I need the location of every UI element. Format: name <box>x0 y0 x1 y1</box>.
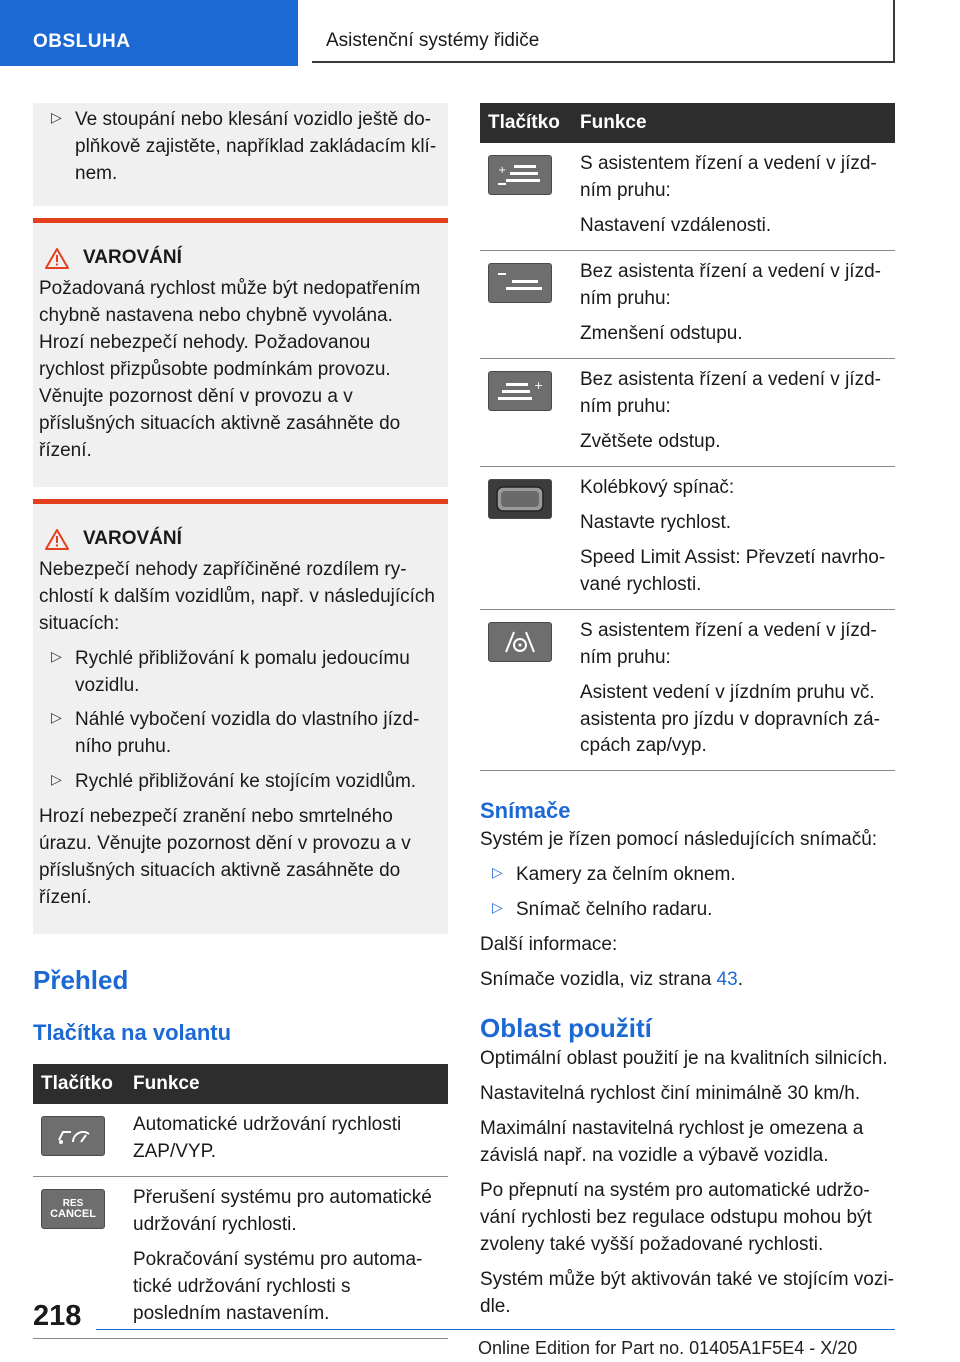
res-cancel-icon: RES CANCEL <box>41 1189 105 1229</box>
table-header-function: Funkce <box>572 103 895 143</box>
section-heading: Přehled <box>33 965 129 996</box>
bullet-triangle-icon: ▷ <box>492 863 503 880</box>
edition-footer: Online Edition for Part no. 01405A1F5E4 - X/20 <box>478 1338 858 1358</box>
page-number: 218 <box>33 1300 82 1332</box>
bullet-triangle-icon: ▷ <box>51 709 62 726</box>
steering-buttons-table-continued <box>480 103 895 771</box>
sensors-section: Systém je řízen pomocí následujících snímačů: ▷ Kamery za čelním oknem. ▷ Snímač čelního radaru. Další informace: Snímače vozidla, viz strana 43. <box>480 827 895 994</box>
table-row: Bez asistenta řízení a vedení v jízdním pruhu: Zmenšení odstupu. <box>480 250 895 358</box>
subsection-heading: Tlačítka na volantu <box>33 1020 232 1046</box>
warning-title: VAROVÁNÍ <box>39 245 440 272</box>
table-row: Automatické udržování rychlosti ZAP/VYP. <box>33 1104 448 1176</box>
warning-title: VAROVÁNÍ <box>39 526 440 553</box>
section-tab: OBSLUHA <box>0 0 298 66</box>
table-row: RES CANCEL Přerušení systému pro automatické udržování rychlosti. Pokračování systému pro automatické udržování rychlosti s posledním nastavením. <box>33 1177 448 1339</box>
distance-decrease-icon <box>488 263 552 303</box>
warning-text: Nebezpečí nehody zapříčiněné rozdílem rychlostí k dalším vozidlům, např. v následujících situacích: <box>39 558 436 634</box>
distance-setting-icon <box>488 155 552 195</box>
warning-triangle-icon <box>45 248 69 269</box>
table-row: Kolébkový spínač: Nastavte rychlost. Speed Limit Assist: Převzetí navrhované rychlosti. <box>480 466 895 609</box>
list-item: ▷ Kamery za čelním oknem. <box>492 863 736 885</box>
warning-box <box>33 218 448 487</box>
list-item: ▷ Ve stoupání nebo klesání vozidlo ještě doplňkově zajistěte, například zakládacím klínem. <box>51 109 437 184</box>
usage-section: Optimální oblast použití je na kvalitních silnicích. Nastavitelná rychlost činí minimálně 30 km/h. Maximální nastavitelná rychlost je omezena a závislá např. na vozidle a výbavě vozidla. Po přepnutí na systém pro automatické udržování rychlosti bez regulace odstupu mohou být zvoleny také vyšší požadované rychlosti. Systém může být aktivován také ve stojícím vozidle. <box>480 1048 894 1318</box>
bullet-triangle-icon: ▷ <box>51 771 62 788</box>
list-item: ▷ Snímač čelního radaru. <box>492 898 713 920</box>
page-reference-link[interactable]: 43 <box>716 968 738 990</box>
section-heading-usage: Oblast použití <box>480 1012 652 1043</box>
warning-text: Požadovaná rychlost může být nedopatřením chybně nastavena nebo chybně vyvolána. Hrozí nebezpečí nehody. Požadovanou rychlost přizpůsobte podmínkám provozu. Věnujte pozornost dění v provozu a v příslušných situacích aktivně zasáhněte do řízení. <box>39 277 421 461</box>
steering-buttons-table <box>33 1064 448 1339</box>
rocker-switch-icon <box>488 479 552 519</box>
cruise-control-icon <box>41 1116 105 1156</box>
lane-assist-icon <box>488 622 552 662</box>
table-header-button: Tlačítko <box>480 103 572 143</box>
right-column <box>480 103 895 1321</box>
table-row: + S asistentem řízení a vedení v jízdním pruhu: Nastavení vzdálenosti. <box>480 143 895 250</box>
table-header-function: Funkce <box>125 1064 448 1104</box>
bullet-triangle-icon: ▷ <box>51 109 62 125</box>
page-title: Asistenční systémy řidiče <box>312 0 895 63</box>
footer-divider <box>96 1329 895 1330</box>
table-row: S asistentem řízení a vedení v jízdním pruhu: Asistent vedení v jízdním pruhu vč. asistenta pro jízdu v dopravních zácpách zap/vyp. <box>480 609 895 771</box>
svg-text:+: + <box>534 378 544 392</box>
warning-box <box>33 499 448 935</box>
subsection-heading-sensors: Snímače <box>480 798 571 824</box>
warning-consequence: Hrozí nebezpečí zranění nebo smrtelného úrazu. Věnujte pozornost dění v provozu a v příslušných situacích aktivně zasáhněte do řízení. <box>39 806 411 909</box>
distance-increase-icon <box>488 371 552 411</box>
bullet-triangle-icon: ▷ <box>51 647 62 664</box>
warning-triangle-icon <box>45 529 69 550</box>
svg-text:+: + <box>498 165 507 176</box>
bullet-triangle-icon: ▷ <box>492 898 503 915</box>
table-header-button: Tlačítko <box>33 1064 125 1104</box>
left-column <box>33 103 448 1339</box>
list-item: ▷ Rychlé přibližování k pomalu jedoucímu vozidlu. <box>51 647 410 696</box>
list-item: ▷ Rychlé přibližování ke stojícím vozidlům. <box>51 771 417 793</box>
list-item: ▷ Náhlé vybočení vozidla do vlastního jízdního pruhu. <box>51 709 420 758</box>
note-box <box>33 103 448 206</box>
table-row: + Bez asistenta řízení a vedení v jízdním pruhu: Zvětšete odstup. <box>480 358 895 466</box>
